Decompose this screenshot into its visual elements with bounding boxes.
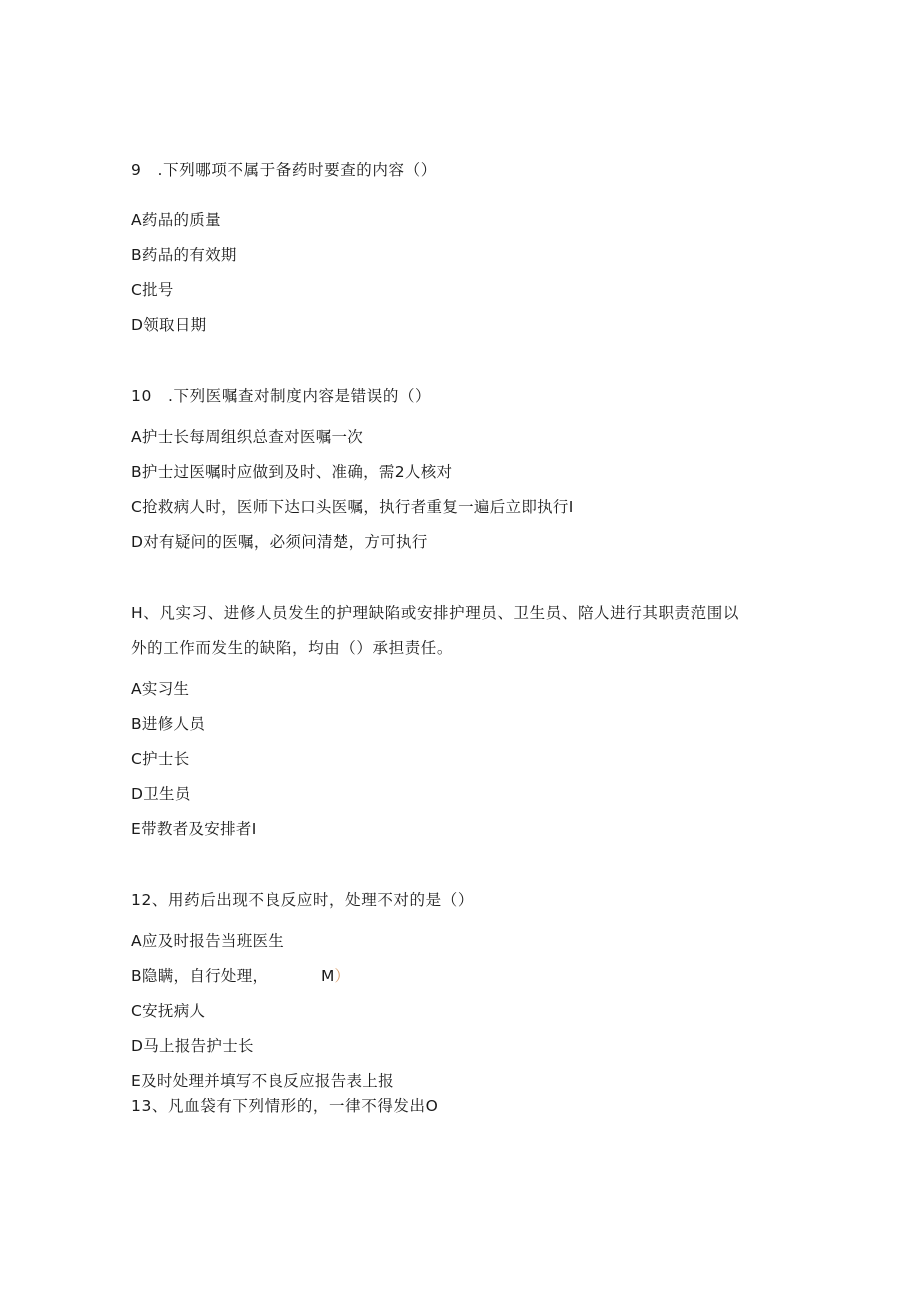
question-11-option-b: B进修人员 bbox=[131, 715, 206, 733]
question-12-option-b: B隐瞒，自行处理， bbox=[131, 967, 269, 985]
question-10-stem: 10 .下列医嘱查对制度内容是错误的（） bbox=[131, 387, 432, 405]
question-12-stem: 12、用药后出现不良反应时，处理不对的是（） bbox=[131, 891, 474, 909]
question-11-option-a: A实习生 bbox=[131, 680, 190, 698]
question-9-stem: 9 .下列哪项不属于备药时要查的内容（） bbox=[131, 161, 437, 179]
question-10-option-d: D对有疑问的医嘱，必须问清楚，方可执行 bbox=[131, 533, 428, 551]
question-11-option-c: C护士长 bbox=[131, 750, 190, 768]
stray-paren: ） bbox=[334, 967, 350, 985]
question-13-stem: 13、凡血袋有下列情形的，一律不得发出O bbox=[131, 1097, 439, 1115]
question-11-option-d: D卫生员 bbox=[131, 785, 191, 803]
question-12-option-e: E及时处理并填写不良反应报告表上报 bbox=[131, 1072, 394, 1090]
question-12-stray-mark bbox=[321, 966, 350, 986]
question-9-option-c: C批号 bbox=[131, 281, 174, 299]
question-9-option-a: A药品的质量 bbox=[131, 211, 221, 229]
question-10-option-b: B护士过医嘱时应做到及时、准确，需2人核对 bbox=[131, 463, 453, 481]
question-11-option-e: E带教者及安排者I bbox=[131, 820, 257, 838]
question-9-option-d: D领取日期 bbox=[131, 316, 207, 334]
question-11-stem-line-1: H、凡实习、进修人员发生的护理缺陷或安排护理员、卫生员、陪人进行其职责范围以 bbox=[131, 604, 739, 622]
stray-letter: M bbox=[321, 967, 335, 985]
question-12-option-d: D马上报告护士长 bbox=[131, 1037, 254, 1055]
question-12-option-a: A应及时报告当班医生 bbox=[131, 932, 285, 950]
question-12-option-c: C安抚病人 bbox=[131, 1002, 206, 1020]
question-10-option-c: C抢救病人时，医师下达口头医嘱，执行者重复一遍后立即执行I bbox=[131, 498, 574, 516]
question-10-option-a: A护士长每周组织总查对医嘱一次 bbox=[131, 428, 364, 446]
question-9-option-b: B药品的有效期 bbox=[131, 246, 237, 264]
question-11-stem-line-2: 外的工作而发生的缺陷，均由（）承担责任。 bbox=[131, 639, 454, 657]
